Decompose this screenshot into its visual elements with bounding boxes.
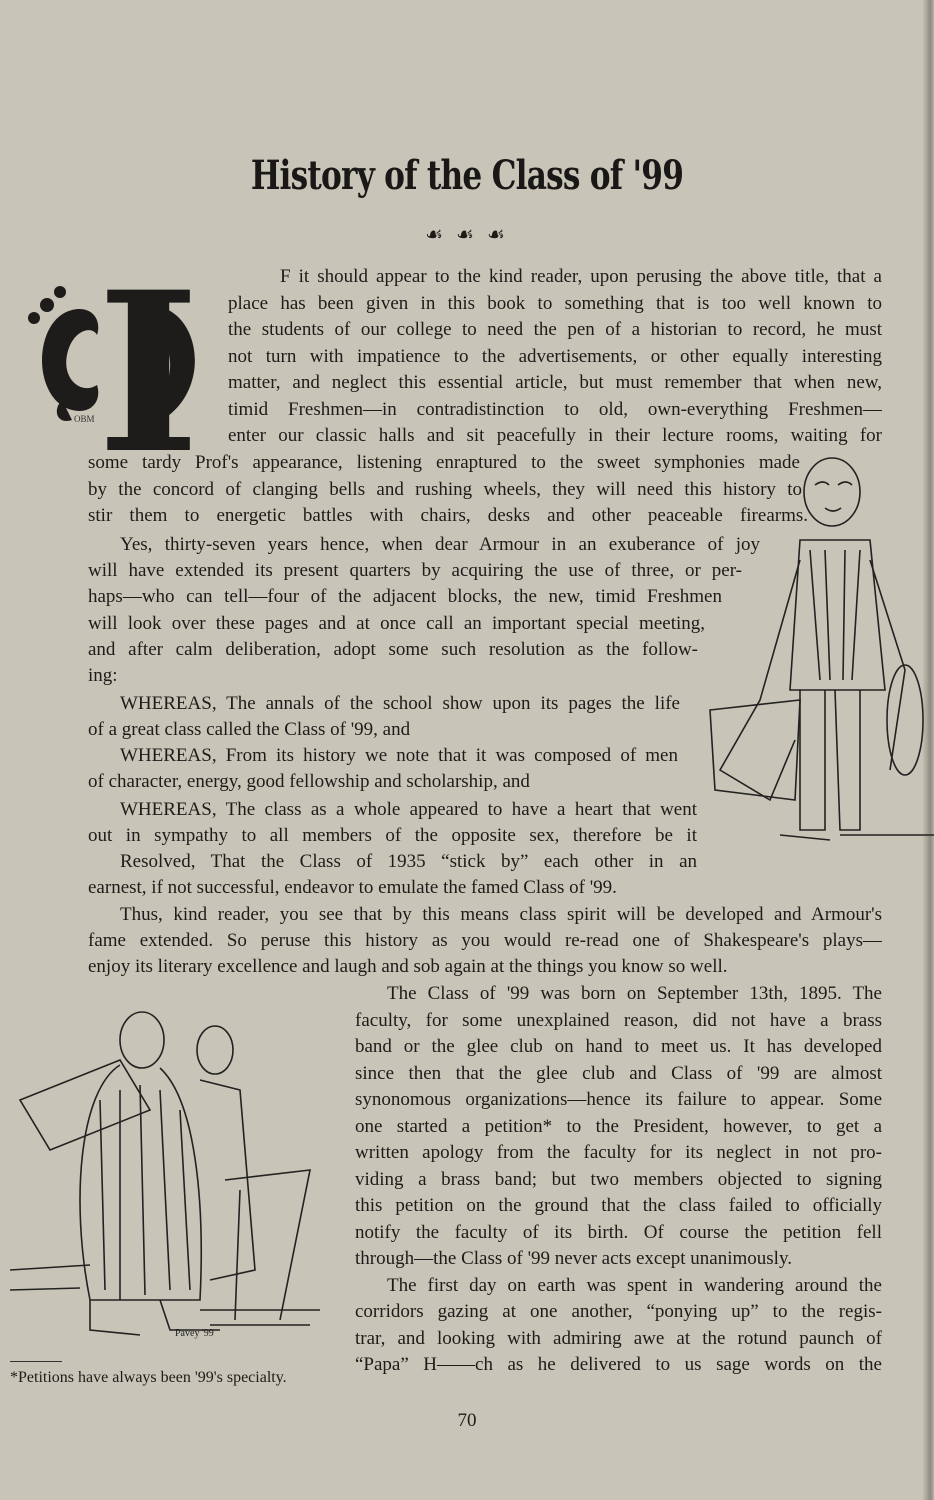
ornament-dingbats: ☙ ☙ ☙	[425, 224, 509, 246]
text-line: of a great class called the Class of '99, and	[88, 719, 411, 740]
text-line: stir them to energetic battles with chairs, desks and other peaceable firearms.	[88, 505, 808, 526]
text-line: some tardy Prof's appearance, listening enraptured to the sweet symphonies made	[88, 452, 800, 473]
text-line: WHEREAS, From its history we note that it was composed of men	[120, 745, 678, 766]
text-line: written apology from the faculty for its neglect in not pro-	[355, 1142, 882, 1163]
text-line: one started a petition* to the President, however, to get a	[355, 1116, 882, 1137]
footnote-rule	[10, 1361, 62, 1362]
text-line: of character, energy, good fellowship and scholarship, and	[88, 771, 530, 792]
text-line: F it should appear to the kind reader, upon perusing the above title, that a	[280, 266, 882, 287]
text-line: will have extended its present quarters by acquiring the use of three, or per-	[88, 560, 742, 581]
text-line: the students of our college to need the pen of a historian to record, he must	[228, 319, 882, 340]
text-line: Thus, kind reader, you see that by this means class spirit will be developed and Armour's	[120, 904, 882, 925]
text-line: out in sympathy to all members of the opposite sex, therefore be it	[88, 825, 697, 846]
text-line: fame extended. So peruse this history as you would re-read one of Shakespeare's plays—	[88, 930, 882, 951]
page-title: History of the Class of '99	[250, 152, 684, 199]
text-line: faculty, for some unexplained reason, did not have a brass	[355, 1010, 882, 1031]
page-number: 70	[457, 1410, 477, 1431]
text-line: viding a brass band; but two members objected to signing	[355, 1169, 882, 1190]
text-line: notify the faculty of its birth. Of course the petition fell	[355, 1222, 882, 1243]
drop-cap-initial	[12, 250, 212, 455]
text-line: The Class of '99 was born on September 13th, 1895. The	[387, 983, 882, 1004]
text-line: by the concord of clanging bells and rushing wheels, they will need this history to	[88, 479, 802, 500]
drop-cap-letter: I	[97, 250, 200, 455]
text-line: The first day on earth was spent in wandering around the	[387, 1275, 882, 1296]
professors-illustration	[10, 1000, 340, 1350]
text-line: WHEREAS, The annals of the school show upon its pages the life	[120, 693, 680, 714]
text-line: since then that the glee club and Class of '99 are almost	[355, 1063, 882, 1084]
text-line: trar, and looking with admiring awe at the rotund paunch of	[355, 1328, 882, 1349]
text-line: synonomous organizations—hence its failure to appear. Some	[355, 1089, 882, 1110]
text-line: this petition on the ground that the class failed to officially	[355, 1195, 882, 1216]
text-line: matter, and neglect this essential article, but must remember that when new,	[228, 372, 882, 393]
footnote: *Petitions have always been '99's specialty.	[10, 1369, 287, 1386]
drop-cap-monogram: OBM	[74, 414, 95, 424]
text-line: through—the Class of '99 never acts except unanimously.	[355, 1248, 792, 1269]
text-line: “Papa” H——ch as he delivered to us sage words on the	[355, 1354, 882, 1375]
text-line: Resolved, That the Class of 1935 “stick by” each other in an	[120, 851, 697, 872]
text-line: enjoy its literary excellence and laugh and sob again at the things you know so well.	[88, 956, 728, 977]
text-line: ing:	[88, 665, 118, 686]
text-line: haps—who can tell—four of the adjacent blocks, the new, timid Freshmen	[88, 586, 722, 607]
text-line: will look over these pages and at once call an important special meeting,	[88, 613, 705, 634]
text-line: place has been given in this book to something that is too well known to	[228, 293, 882, 314]
text-line: earnest, if not successful, endeavor to emulate the famed Class of '99.	[88, 877, 617, 898]
text-line: enter our classic halls and sit peacefully in their lecture rooms, waiting for	[228, 425, 882, 446]
text-line: WHEREAS, The class as a whole appeared to have a heart that went	[120, 799, 697, 820]
text-line: and after calm deliberation, adopt some such resolution as the follow-	[88, 639, 698, 660]
text-line: corridors gazing at one another, “ponying up” to the regis-	[355, 1301, 882, 1322]
text-line: timid Freshmen—in contradistinction to old, own-everything Freshmen—	[228, 399, 882, 420]
illustration-signature: Pavey '99	[175, 1328, 214, 1339]
text-line: band or the glee club on hand to meet us. It has developed	[355, 1036, 882, 1057]
text-line: Yes, thirty-seven years hence, when dear Armour in an exuberance of joy	[120, 534, 760, 555]
text-line: not turn with impatience to the advertisements, or other equally interesting	[228, 346, 882, 367]
